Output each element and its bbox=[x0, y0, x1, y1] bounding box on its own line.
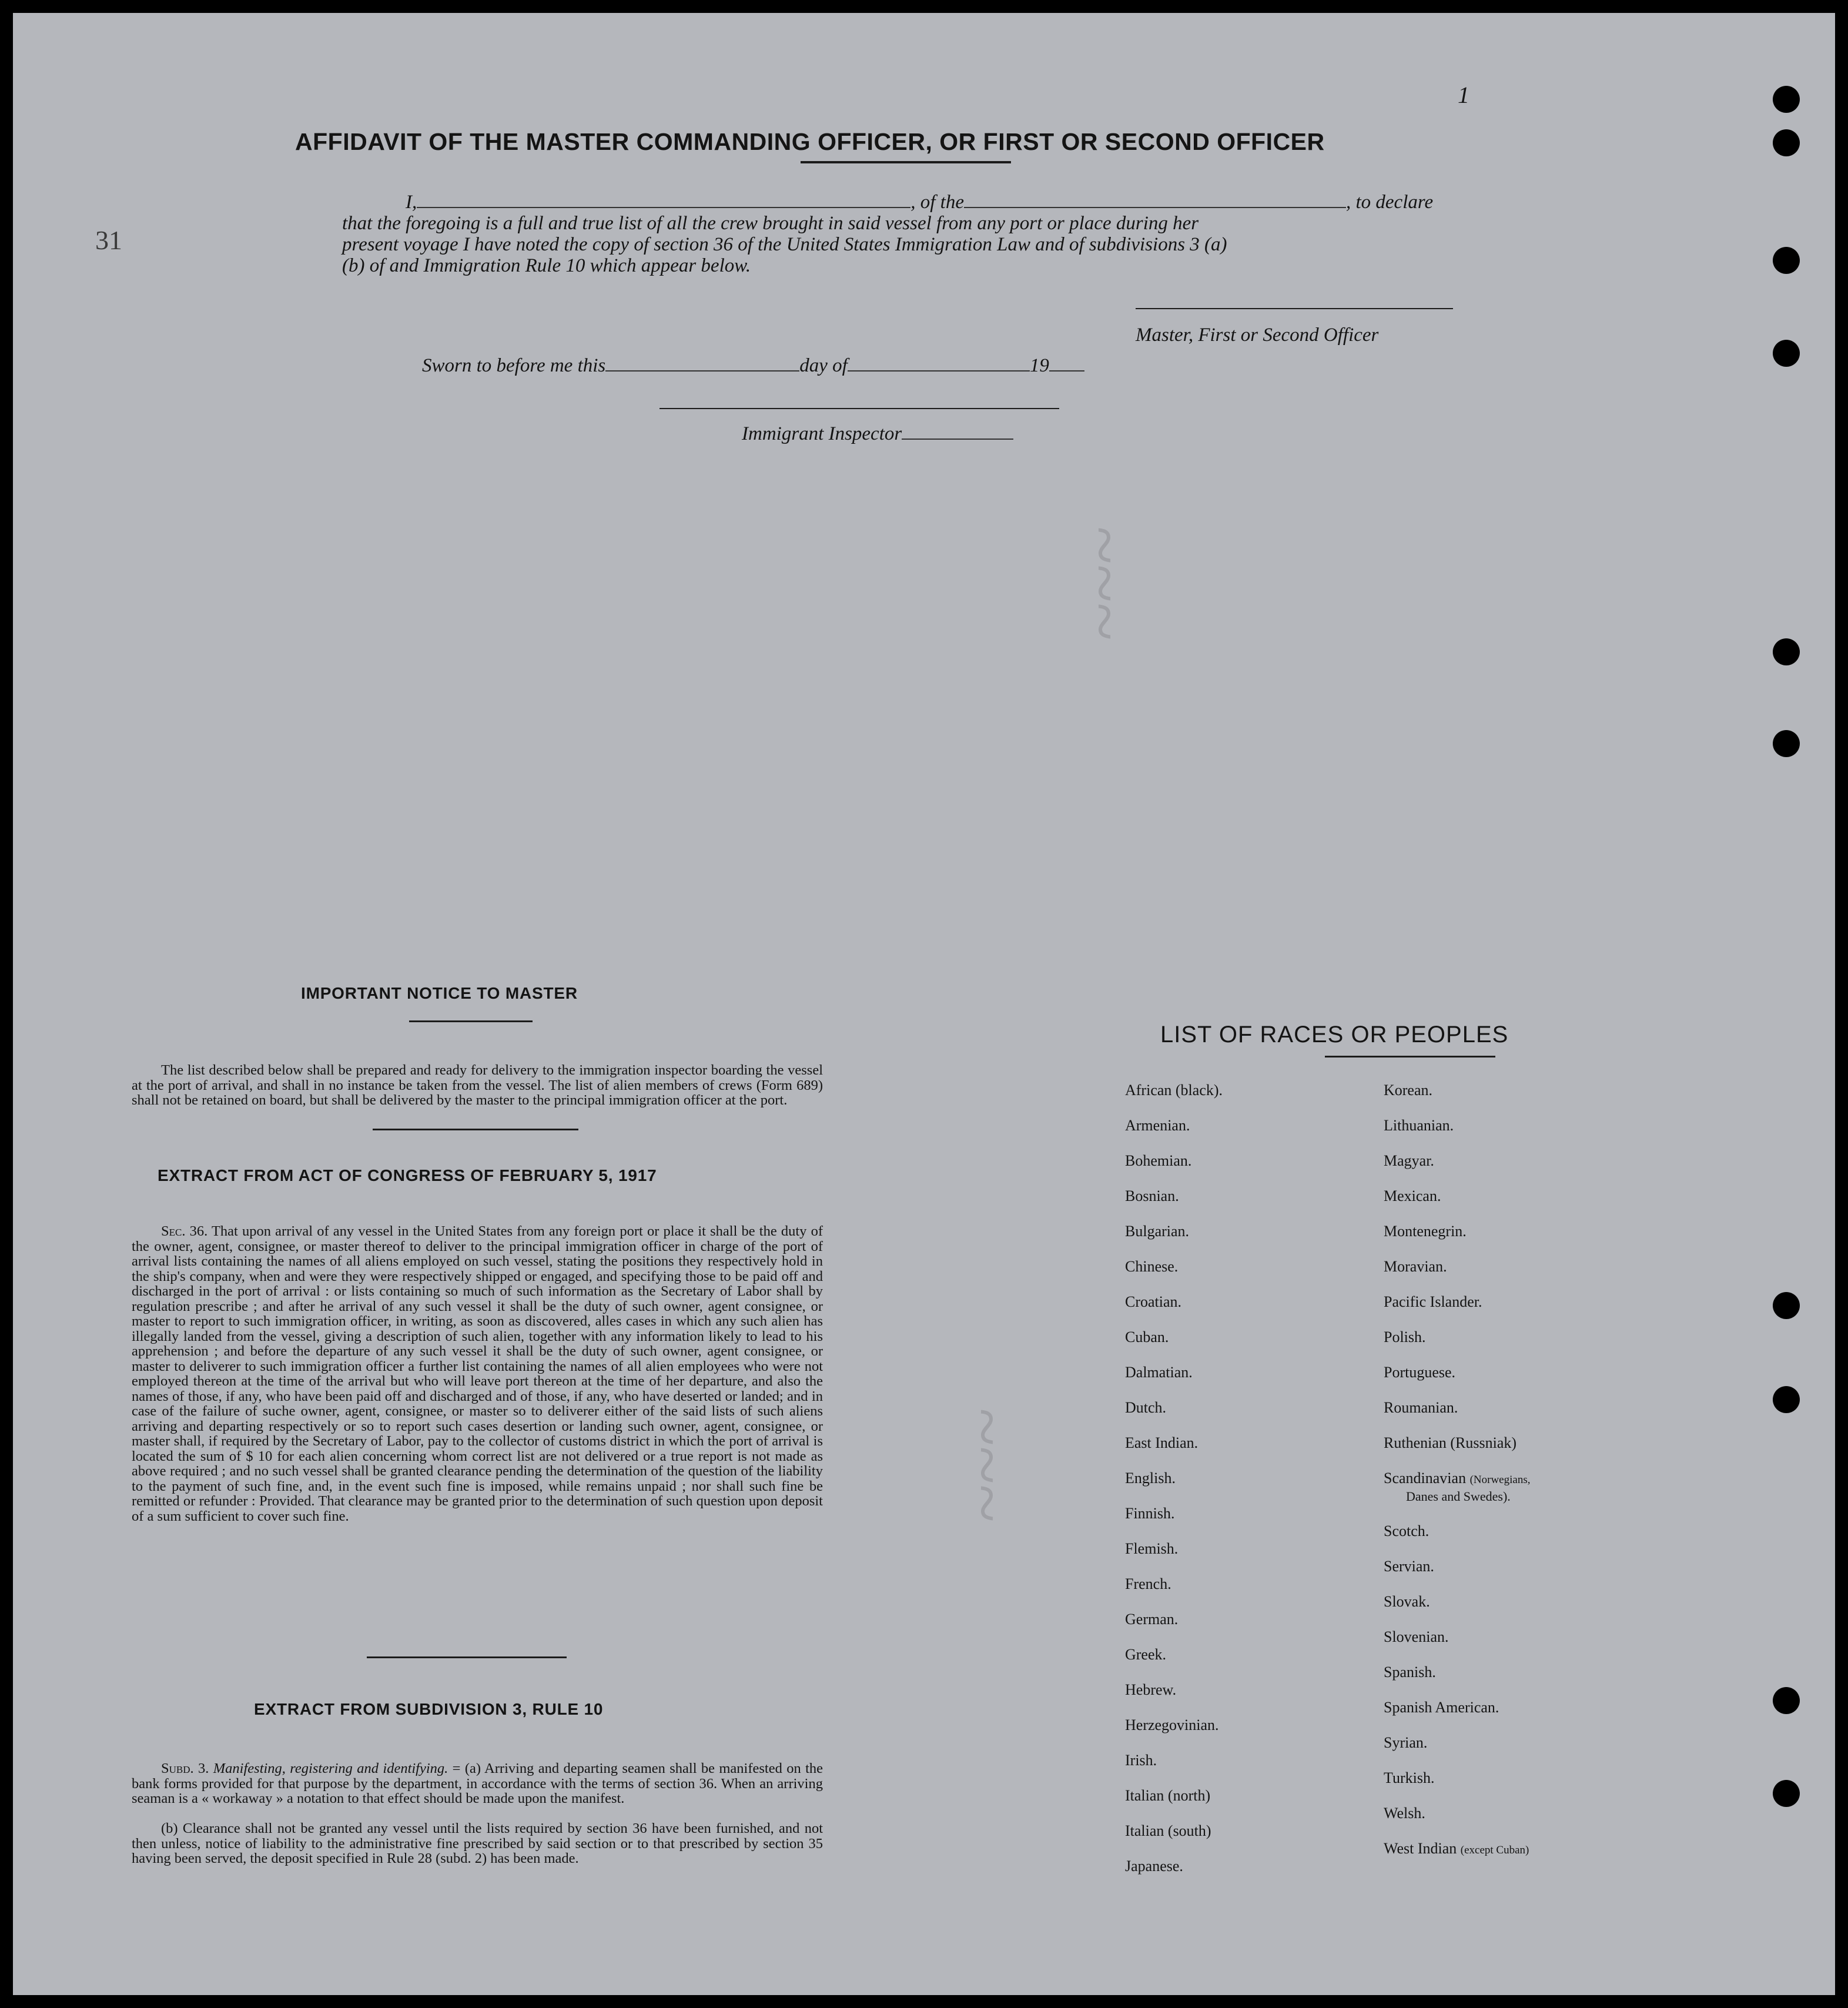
rule-subd-label: Subd. 3. bbox=[161, 1761, 209, 1776]
name-blank[interactable] bbox=[417, 194, 910, 208]
act-section-label: Sec. 36. bbox=[161, 1223, 208, 1239]
sworn-year-blank[interactable] bbox=[1049, 357, 1084, 372]
race-item: Greek. bbox=[1125, 1646, 1167, 1663]
race-item: Armenian. bbox=[1125, 1117, 1190, 1134]
race-item: Servian. bbox=[1384, 1558, 1434, 1575]
races-underline bbox=[1325, 1056, 1495, 1057]
race-item: Croatian. bbox=[1125, 1293, 1182, 1310]
inspector-signature-line[interactable] bbox=[659, 408, 1059, 409]
race-item: Montenegrin. bbox=[1384, 1223, 1467, 1240]
race-item: Italian (south) bbox=[1125, 1822, 1211, 1839]
race-item-scandinavian-note: Danes and Swedes). bbox=[1406, 1489, 1511, 1504]
race-item: Spanish. bbox=[1384, 1664, 1436, 1681]
bleed-through-mark: ~~~ bbox=[948, 1407, 1027, 1522]
binder-hole bbox=[1773, 340, 1800, 367]
binder-hole bbox=[1773, 638, 1800, 665]
binder-hole bbox=[1773, 1386, 1800, 1413]
race-item-scandinavian: Scandinavian (Norwegians, bbox=[1384, 1470, 1531, 1487]
race-item: African (black). bbox=[1125, 1082, 1223, 1099]
race-item: Bohemian. bbox=[1125, 1152, 1192, 1169]
race-item: Cuban. bbox=[1125, 1328, 1169, 1346]
page-number: 1 bbox=[1458, 82, 1469, 108]
race-item: Ruthenian (Russniak) bbox=[1384, 1434, 1517, 1451]
title-underline bbox=[801, 161, 1011, 163]
rule-extract-text-b: (b) Clearance shall not be granted any vessel until the lists required by section 36 have been furnished, and not then unless, notice of liability to the administrative fine prescribed by said section or to that prescribed by section 35 having been served, the deposit specified in Rule 28 (subd. 2) has been made. bbox=[132, 1820, 823, 1866]
rule-subd-heading: Manifesting, registering and identifying. bbox=[213, 1761, 448, 1776]
race-item: Flemish. bbox=[1125, 1540, 1179, 1557]
race-item: Turkish. bbox=[1384, 1769, 1435, 1786]
race-item: Portuguese. bbox=[1384, 1364, 1456, 1381]
document-page bbox=[13, 13, 1835, 1995]
race-item: Scotch. bbox=[1384, 1522, 1429, 1540]
sworn-month-blank[interactable] bbox=[848, 357, 1030, 372]
race-item: Slovenian. bbox=[1384, 1628, 1449, 1645]
rule-text-a: = (a) Arriving and departing seamen shall be manifested on the bank forms provided for that purpose by the department, in accordance with the terms of section 36. When an arriving seaman is a « workaway » a notation to that effect should be made upon the manifest. bbox=[132, 1761, 823, 1806]
race-item: Magyar. bbox=[1384, 1152, 1434, 1169]
race-item: English. bbox=[1125, 1470, 1176, 1487]
sworn-line: Sworn to before me this day of 19 bbox=[422, 355, 1084, 376]
race-item: German. bbox=[1125, 1611, 1179, 1628]
race-item: Roumanian. bbox=[1384, 1399, 1458, 1416]
affidavit-title: AFFIDAVIT OF THE MASTER COMMANDING OFFICER, OR FIRST OR SECOND OFFICER bbox=[295, 128, 1325, 155]
race-item-west-indian: West Indian (except Cuban) bbox=[1384, 1840, 1529, 1857]
inspector-label: Immigrant Inspector bbox=[742, 423, 1013, 444]
races-title: LIST OF RACES OR PEOPLES bbox=[1160, 1022, 1509, 1047]
race-item: East Indian. bbox=[1125, 1434, 1198, 1451]
rule-extract-title: EXTRACT FROM SUBDIVISION 3, RULE 10 bbox=[254, 1700, 604, 1718]
act-extract-title: EXTRACT FROM ACT OF CONGRESS OF FEBRUARY 5, 1917 bbox=[158, 1166, 657, 1184]
affidavit-line-4: (b) of and Immigration Rule 10 which appear below. bbox=[342, 255, 751, 276]
race-item: Korean. bbox=[1384, 1082, 1433, 1099]
affidavit-line-2: that the foregoing is a full and true list of all the crew brought in said vessel from any port or place during her bbox=[342, 213, 1199, 234]
race-item: Chinese. bbox=[1125, 1258, 1179, 1275]
race-item: Bosnian. bbox=[1125, 1187, 1179, 1204]
master-signature-label: Master, First or Second Officer bbox=[1136, 324, 1379, 346]
binder-hole bbox=[1773, 86, 1800, 113]
race-item: Syrian. bbox=[1384, 1734, 1428, 1751]
notice-underline bbox=[409, 1020, 533, 1022]
binder-hole bbox=[1773, 247, 1800, 274]
act-section-body: That upon arrival of any vessel in the United States from any foreign port or place it shall be the duty of the owner, agent, consignee, or master thereof to deliver to the principal immigration officer in charge of the port of arrival lists containing the names of all aliens employed on such vessel, stating the positions they respectively hold in the ship's company, when and were they were respectively shipped or engaged, and specifying those to be paid off and discharged in the port of arrival : or lists containing so much of such information as the Secretary of Labor shall by regulation prescribe ; and after he arrival of any such vessel it shall be the duty of such owner, agent consignee, or master to report to such immigration officer, in writing, as soon as discovered, alles cases in which any such alien has illegally landed from the vessel, giving a description of such alien, together with any information likely to lead to his apprehension ; and before the departure of any such vessel it shall be the duty of such owner, agent consignee, or master to deliverer to such immigration officer a further list containing the names of all alien employees who were not employed thereon at the time of the arrival but who will leave port thereon at the time of her departure, and also the names of those, if any, who have been paid off and discharged and of those, if any, who have deserted or landed; and in case of the failure of suche owner, agent, consignee, or master so to deliverer either of the said lists of such aliens arriving and departing respectively or so to report such cases desertion or landing such owner, agent, consignee, or master shall, if required by the Secretary of Labor, pay to the collector of customs district in which the port of arrival is located the sum of $ 10 for each alien concerning whom correct list are not delivered or a true report is not made as above required ; and no such vessel shall be granted clearance pending the determination of the question of the liability to the payment of such fine, and, in the event such fine is imposed, while remains unpaid ; nor shall such fine be remitted or refunder : Provided. That clearance may be granted prior to the determination of such question upon deposit of a sum sufficient to cover such fine. bbox=[132, 1223, 823, 1524]
notice-title: IMPORTANT NOTICE TO MASTER bbox=[301, 984, 578, 1002]
vessel-blank[interactable] bbox=[964, 194, 1346, 208]
race-item: Slovak. bbox=[1384, 1593, 1430, 1610]
act-divider bbox=[367, 1656, 567, 1658]
binder-hole bbox=[1773, 1780, 1800, 1807]
race-item: Dutch. bbox=[1125, 1399, 1167, 1416]
race-item: Welsh. bbox=[1384, 1805, 1425, 1822]
sworn-day-blank[interactable] bbox=[605, 357, 799, 372]
race-item: Japanese. bbox=[1125, 1858, 1183, 1875]
binder-hole bbox=[1773, 129, 1800, 156]
notice-text: The list described below shall be prepared and ready for delivery to the immigration inspector boarding the vessel at the port of arrival, and shall in no instance be taken from the vessel. The list of alien members of crews (Form 689) shall not be retained on board, but shall be delivered by the master to the principal immigration officer at the port. bbox=[132, 1062, 823, 1108]
rule-extract-text-a bbox=[132, 1761, 823, 1806]
race-item: Dalmatian. bbox=[1125, 1364, 1193, 1381]
signature-line[interactable] bbox=[1136, 308, 1453, 309]
affidavit-line-3: present voyage I have noted the copy of section 36 of the United States Immigration Law and of subdivisions 3 (a) bbox=[342, 234, 1227, 255]
binder-hole bbox=[1773, 1687, 1800, 1714]
margin-mark: 31 bbox=[95, 225, 122, 255]
race-item: Moravian. bbox=[1384, 1258, 1447, 1275]
race-item: Polish. bbox=[1384, 1328, 1426, 1346]
race-item: Irish. bbox=[1125, 1752, 1157, 1769]
binder-hole bbox=[1773, 1292, 1800, 1319]
race-item: Mexican. bbox=[1384, 1187, 1441, 1204]
affidavit-line-1: I, , of the , to declare bbox=[406, 192, 1434, 213]
notice-divider bbox=[373, 1129, 578, 1130]
race-item: Italian (north) bbox=[1125, 1787, 1211, 1804]
race-item: French. bbox=[1125, 1575, 1171, 1592]
race-item: Spanish American. bbox=[1384, 1699, 1499, 1716]
race-item: Pacific Islander. bbox=[1384, 1293, 1482, 1310]
race-item: Bulgarian. bbox=[1125, 1223, 1190, 1240]
act-extract-text bbox=[132, 1224, 823, 1524]
race-item: Herzegovinian. bbox=[1125, 1716, 1219, 1733]
race-item: Finnish. bbox=[1125, 1505, 1175, 1522]
bleed-through-mark: ~~~ bbox=[1066, 525, 1144, 640]
inspector-blank[interactable] bbox=[902, 426, 1013, 440]
binder-hole bbox=[1773, 730, 1800, 757]
race-item: Hebrew. bbox=[1125, 1681, 1177, 1698]
race-item: Lithuanian. bbox=[1384, 1117, 1454, 1134]
